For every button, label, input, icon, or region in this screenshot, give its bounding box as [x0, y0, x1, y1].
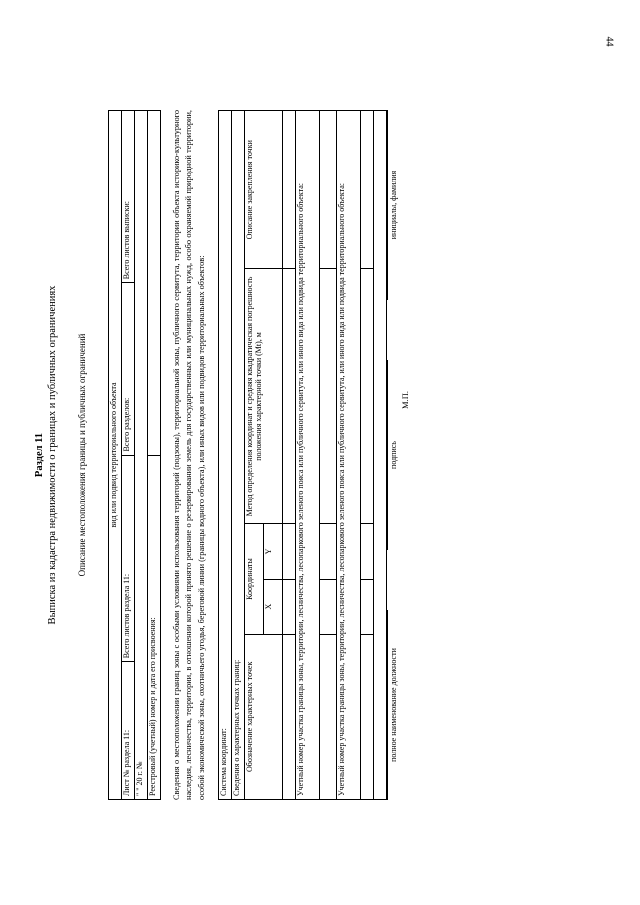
- col-y-header: Y: [264, 524, 283, 579]
- sheet-number-cell: Лист № раздела 11:: [121, 662, 134, 800]
- date-number-cell: " " 20 г. №: [134, 111, 147, 800]
- empty-cell: [320, 269, 337, 524]
- points-info-cell: Сведения о характерных точках границ:: [232, 111, 245, 800]
- empty-row: [374, 111, 387, 800]
- empty-cell: [283, 579, 296, 634]
- position-caption: полное наименование должности: [387, 610, 398, 800]
- section-description: Описание местоположения границы и публичных ограничений: [77, 333, 88, 577]
- empty-cell: [361, 634, 374, 799]
- registry-number-value-cell: [147, 111, 160, 456]
- zone-record-row-1: Учетный номер участка границы зоны, территории, лесничества, лесопаркового зеленого пояса или публичного сервитута, или иного вида или подвида территориального объекта:: [296, 111, 320, 800]
- signature-caption: подпись: [387, 360, 398, 550]
- section-subtitle: Выписка из кадастра недвижимости о границах и публичных ограничениях: [46, 285, 58, 625]
- empty-cell: [320, 634, 337, 799]
- col-point-header: Обозначение характерных точек: [245, 634, 283, 799]
- empty-cell: [283, 634, 296, 799]
- header-table: [108, 110, 161, 800]
- empty-cell: [283, 111, 296, 270]
- empty-cell: [283, 269, 296, 524]
- characteristic-points-table: [218, 110, 387, 800]
- coordinate-system-cell: Система координат:: [219, 111, 232, 800]
- col-x-header: X: [264, 579, 283, 634]
- empty-cell: [320, 111, 337, 270]
- col-method-header: Метод определения координат и средняя квадратическая погрешность положения характерной точки (Mt), м: [245, 269, 283, 524]
- sheets-total-cell: Всего листов выписки:: [121, 111, 134, 283]
- sections-total-cell: Всего разделов:: [121, 283, 134, 455]
- signature-block: [387, 110, 398, 800]
- page-number: 44: [603, 36, 615, 47]
- location-info-paragraph: Сведения о местоположении границ зоны с особыми условиями использования территорий (подзоны), территориальной зоны, публичного сервитута, территории объекта историко-культурного наследия, лесничества, территории, в отношении которой принято решение о резервировании земель для государственных или муниципальных нужд, особо охраняемой природной территории, особой экономической зоны, охотничьего угодья, береговой линии (границы водного объекта), или иных видов или подвидов территориальных объектов:: [171, 110, 206, 800]
- empty-cell: [361, 111, 374, 270]
- empty-cell: [361, 269, 374, 524]
- empty-cell: [320, 579, 337, 634]
- empty-cell: [361, 524, 374, 579]
- registry-number-cell: Реестровый (учетный) номер и дата его присвоения:: [147, 455, 160, 799]
- empty-cell: [361, 579, 374, 634]
- object-type-cell: вид или подвид территориального объекта: [108, 111, 121, 800]
- rotated-document-sheet: [30, 110, 411, 800]
- empty-cell: [320, 524, 337, 579]
- section-title: Раздел 11: [34, 432, 45, 478]
- empty-cell: [283, 524, 296, 579]
- sheets-in-section-cell: Всего листов раздела 11:: [121, 455, 134, 662]
- col-fix-header: Описание закрепления точки: [245, 111, 283, 270]
- zone-record-row-2: Учетный номер участка границы зоны, территории, лесничества, лесопаркового зеленого пояса или публичного сервитута, или иного вида или подвида территориального объекта:: [337, 111, 361, 800]
- stamp-place: М.П.: [400, 391, 411, 409]
- col-coords-header: Координаты: [245, 524, 264, 634]
- initials-caption: инициалы, фамилия: [387, 110, 398, 300]
